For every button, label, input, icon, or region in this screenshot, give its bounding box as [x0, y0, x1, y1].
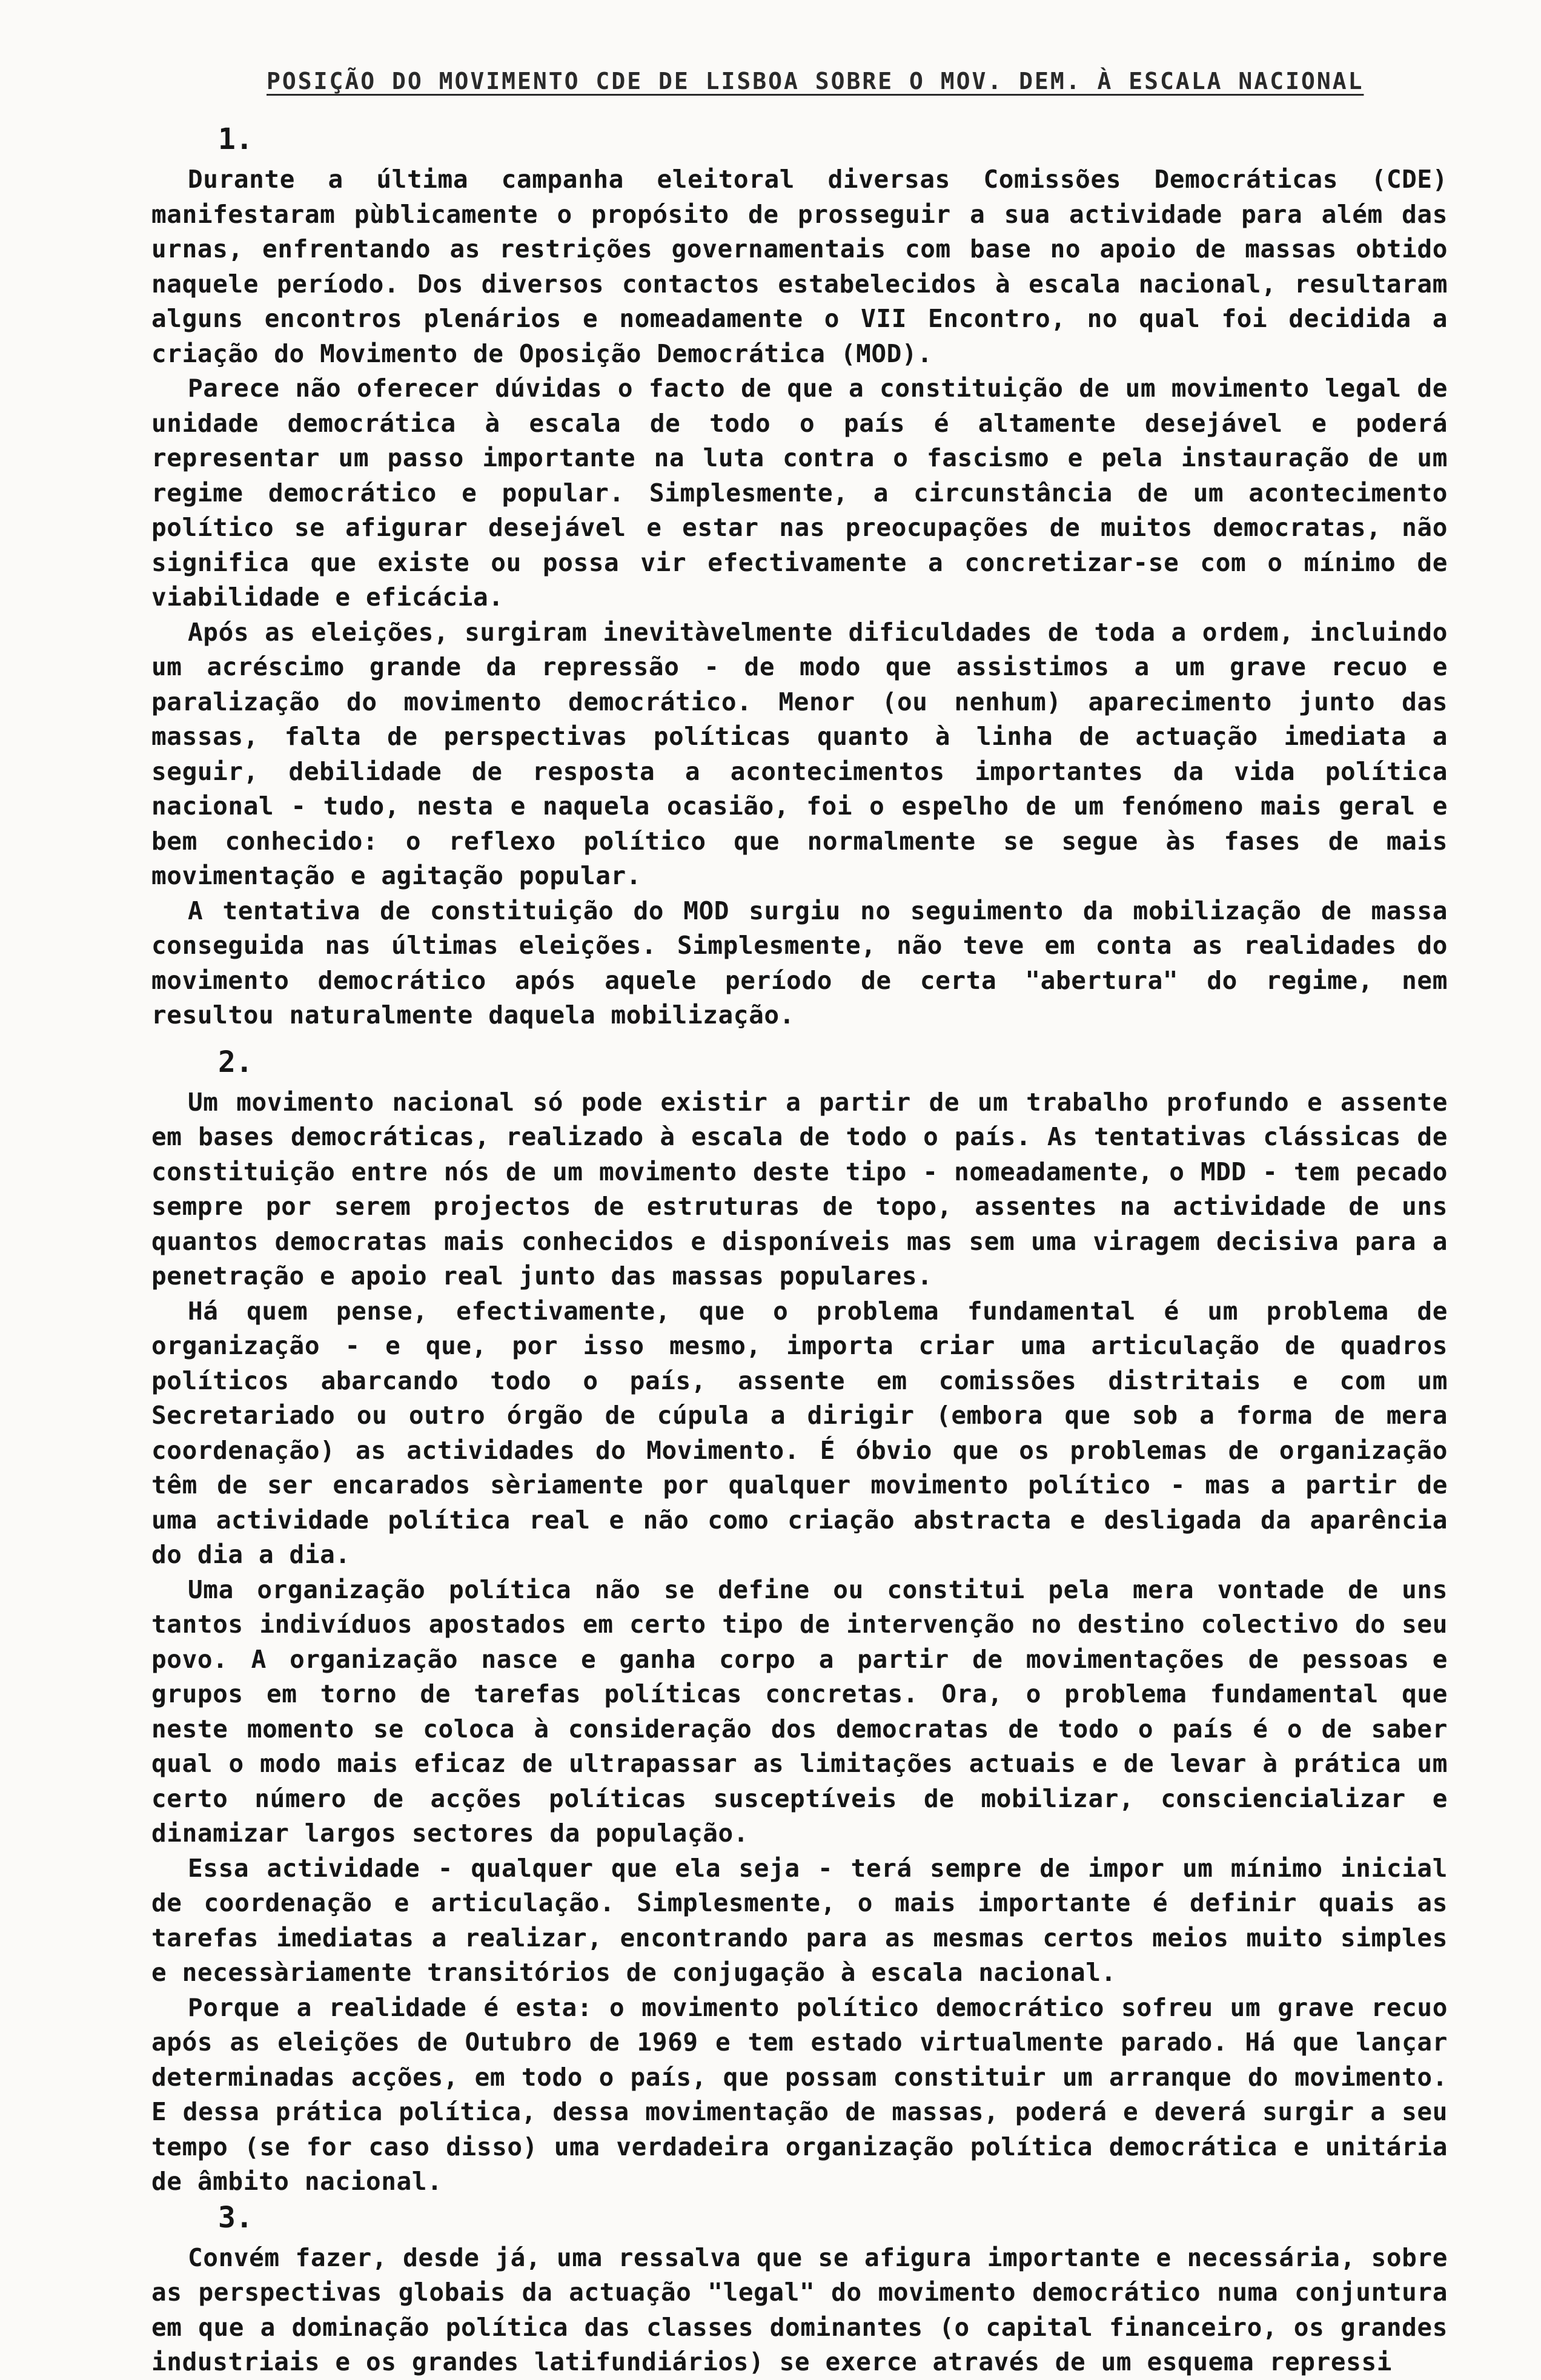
paragraph: Convém fazer, desde já, uma ressalva que se afigura importante e necessária, sobre as perspectivas globais da actuação "legal" do movimento democrático numa conjuntura em que a dominação política das classes dominantes (o capital financeiro, os grandes industriais e os grandes latifundiários) se exerce através de um esquema repressi	[151, 2243, 1448, 2376]
document-title: POSIÇÃO DO MOVIMENTO CDE DE LISBOA SOBRE O MOV. DEM. À ESCALA NACIONAL	[267, 68, 1364, 94]
section-3	[151, 2200, 1448, 2380]
section-2	[151, 1044, 1448, 2200]
paragraph: A tentativa de constituição do MOD surgiu no seguimento da mobilização de massa conseguida nas últimas eleições. Simplesmente, não teve em conta as realidades do movimento democrático após aquele período de certa "abertura" do regime, nem resultou naturalmente daquela mobilização.	[151, 896, 1448, 1030]
paragraph: Há quem pense, efectivamente, que o problema fundamental é um problema de organização - e que, por isso mesmo, importa criar uma articulação de quadros políticos abarcando todo o país, assente em comissões distritais e com um Secretariado ou outro órgão de cúpula a dirigir (embora que sob a forma de mera coordenação) as actividades do Movimento. É óbvio que os problemas de organização têm de ser encarados sèriamente por qualquer movimento político - mas a partir de uma actividade política real e não como criação abstracta e desligada da aparência do dia a dia.	[151, 1296, 1448, 1569]
paragraph: Um movimento nacional só pode existir a partir de um trabalho profundo e assente em bases democráticas, realizado à escala de todo o país. As tentativas clássicas de constituição entre nós de um movimento deste tipo - nomeadamente, o MDD - tem pecado sempre por serem projectos de estruturas de topo, assentes na actividade de uns quantos democratas mais conhecidos e disponíveis mas sem uma viragem decisiva para a penetração e apoio real junto das massas populares.	[151, 1087, 1448, 1291]
section-number: 2.	[218, 1045, 253, 1079]
paragraph: Essa actividade - qualquer que ela seja - terá sempre de impor um mínimo inicial de coordenação e articulação. Simplesmente, o mais importante é definir quais as tarefas imediatas a realizar, encontrando para as mesmas certos meios muito simples e necessàriamente transitórios de conjugação à escala nacional.	[151, 1853, 1448, 1987]
paragraph: Após as eleições, surgiram inevitàvelmente dificuldades de toda a ordem, incluindo um acréscimo grande da repressão - de modo que assistimos a um grave recuo e paralização do movimento democrático. Menor (ou nenhum) aparecimento junto das massas, falta de perspectivas políticas quanto à linha de actuação imediata a seguir, debilidade de resposta a acontecimentos importantes da vida política nacional - tudo, nesta e naquela ocasião, foi o espelho de um fenómeno mais geral e bem conhecido: o reflexo político que normalmente se segue às fases de mais movimentação e agitação popular.	[151, 617, 1448, 890]
section-number: 1.	[218, 122, 253, 156]
section-1	[151, 121, 1448, 1033]
paragraph: Durante a última campanha eleitoral diversas Comissões Democráticas (CDE) manifestaram pùblicamente o propósito de prosseguir a sua actividade para além das urnas, enfrentando as restrições governamentais com base no apoio de massas obtido naquele período. Dos diversos contactos estabelecidos à escala nacional, resultaram alguns encontros plenários e nomeadamente o VII Encontro, no qual foi decidida a criação do Movimento de Oposição Democrática (MOD).	[151, 165, 1448, 368]
section-number: 3.	[218, 2200, 253, 2235]
document-body	[151, 121, 1448, 2380]
paragraph: Porque a realidade é esta: o movimento político democrático sofreu um grave recuo após as eleições de Outubro de 1969 e tem estado virtualmente parado. Há que lançar determinadas acções, em todo o país, que possam constituir um arranque do movimento. E dessa prática política, dessa movimentação de massas, poderá e deverá surgir a seu tempo (se for caso disso) uma verdadeira organização política democrática e unitária de âmbito nacional.	[151, 1992, 1448, 2196]
paragraph: Parece não oferecer dúvidas o facto de que a constituição de um movimento legal de unidade democrática à escala de todo o país é altamente desejável e poderá representar um passo importante na luta contra o fascismo e pela instauração de um regime democrático e popular. Simplesmente, a circunstância de um acontecimento político se afigurar desejável e estar nas preocupações de muitos democratas, não significa que existe ou possa vir efectivamente a concretizar-se com o mínimo de viabilidade e eficácia.	[151, 374, 1448, 612]
paragraph: Uma organização política não se define ou constitui pela mera vontade de uns tantos indivíduos apostados em certo tipo de intervenção no destino colectivo do seu povo. A organização nasce e ganha corpo a partir de movimentações de pessoas e grupos em torno de tarefas políticas concretas. Ora, o problema fundamental que neste momento se coloca à consideração dos democratas de todo o país é o de saber qual o modo mais eficaz de ultrapassar as limitações actuais e de levar à prática um certo número de acções políticas susceptíveis de mobilizar, consciencializar e dinamizar largos sectores da população.	[151, 1575, 1448, 1848]
